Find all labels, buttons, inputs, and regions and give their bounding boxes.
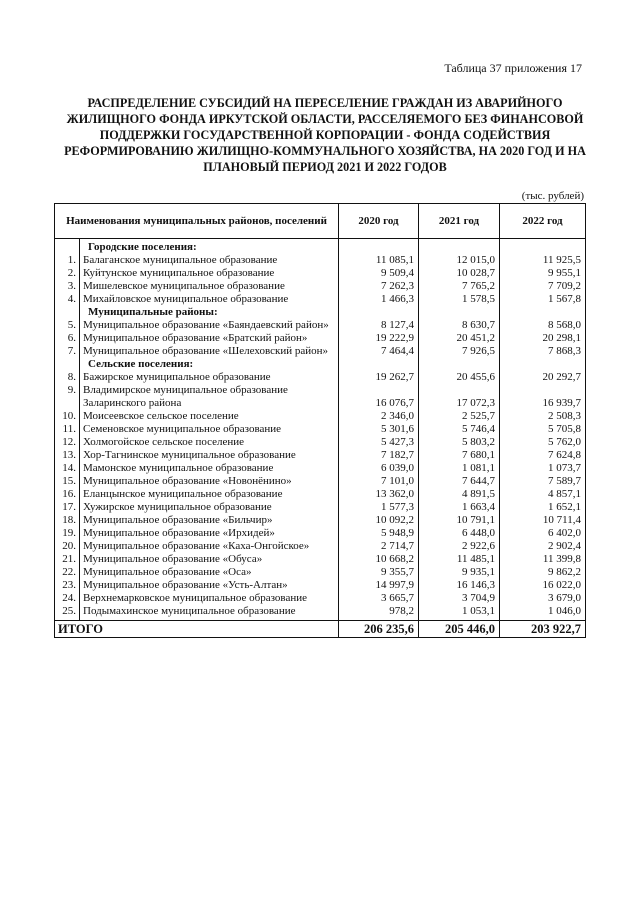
row-number: 24. [55,592,80,605]
value-2020: 2 714,7 [339,540,419,553]
value-2021: 3 704,9 [419,592,500,605]
value-2021: 1 663,4 [419,501,500,514]
table-row [55,462,586,475]
column-header-2022: 2022 год [500,204,586,239]
value-2020: 6 039,0 [339,462,419,475]
value-2020: 9 355,7 [339,566,419,579]
value-2022: 11 399,8 [500,553,586,566]
table-row [55,410,586,423]
document-title: РАСПРЕДЕЛЕНИЕ СУБСИДИЙ НА ПЕРЕСЕЛЕНИЕ ГРАЖДАН ИЗ АВАРИЙНОГО ЖИЛИЩНОГО ФОНДА ИРКУТСКОЙ ОБЛАСТИ, РАССЕЛЯЕМОГО БЕЗ ФИНАНСОВОЙ ПОДДЕРЖКИ ГОСУДАРСТВЕННОЙ КОРПОРАЦИИ - ФОНДА СОДЕЙСТВИЯ РЕФОРМИРОВАНИЮ ЖИЛИЩНО-КОММУНАЛЬНОГО ХОЗЯЙСТВА, НА 2020 ГОД И НА ПЛАНОВЫЙ ПЕРИОД 2021 И 2022 ГОДОВ [64,96,586,174]
value-2021: 7 644,7 [419,475,500,488]
value-2020: 2 346,0 [339,410,419,423]
row-number: 15. [55,475,80,488]
row-number: 5. [55,319,80,332]
value-2022: 7 589,7 [500,475,586,488]
municipality-name: Муниципальное образование «Бильчир» [80,514,339,527]
municipality-name: Холмогойское сельское поселение [80,436,339,449]
value-2021: 9 935,1 [419,566,500,579]
row-number: 9. [55,384,80,410]
value-2020: 5 301,6 [339,423,419,436]
row-number: 3. [55,280,80,293]
value-2020: 13 362,0 [339,488,419,501]
municipality-name: Владимирское муниципальное образование Заларинского района [80,384,339,410]
value-2022: 7 624,8 [500,449,586,462]
row-number: 17. [55,501,80,514]
municipality-name: Мамонское муниципальное образование [80,462,339,475]
table-row [55,436,586,449]
row-number: 10. [55,410,80,423]
municipality-name: Верхнемарковское муниципальное образование [80,592,339,605]
total-2022: 203 922,7 [500,621,586,638]
value-2021 [419,358,500,371]
value-2021: 5 746,4 [419,423,500,436]
value-2020: 7 262,3 [339,280,419,293]
value-2021: 7 680,1 [419,449,500,462]
table-body [55,239,586,638]
value-2021: 11 485,1 [419,553,500,566]
row-number: 8. [55,371,80,384]
row-number: 18. [55,514,80,527]
value-2020: 5 427,3 [339,436,419,449]
value-2020: 1 466,3 [339,293,419,306]
row-number: 13. [55,449,80,462]
value-2020: 14 997,9 [339,579,419,592]
group-heading-row [55,239,586,255]
row-number [55,358,80,371]
value-2022: 2 508,3 [500,410,586,423]
value-2020 [339,306,419,319]
total-2021: 205 446,0 [419,621,500,638]
row-number: 19. [55,527,80,540]
value-2021: 1 053,1 [419,605,500,621]
column-header-name: Наименования муниципальных районов, поселений [55,204,339,239]
municipality-name: Бажирское муниципальное образование [80,371,339,384]
value-2022: 9 862,2 [500,566,586,579]
value-2020: 19 222,9 [339,332,419,345]
table-row [55,501,586,514]
row-number: 16. [55,488,80,501]
table-row [55,540,586,553]
municipality-name: Муниципальное образование «Шелеховский район» [80,345,339,358]
value-2022: 5 705,8 [500,423,586,436]
municipality-name: Еланцынское муниципальное образование [80,488,339,501]
municipality-name: Моисеевское сельское поселение [80,410,339,423]
value-2022: 1 652,1 [500,501,586,514]
value-2022: 10 711,4 [500,514,586,527]
value-2022 [500,358,586,371]
value-2020: 10 092,2 [339,514,419,527]
municipality-name: Муниципальное образование «Обуса» [80,553,339,566]
value-2021: 17 072,3 [419,384,500,410]
group-heading: Муниципальные районы: [80,306,339,319]
value-2022: 16 022,0 [500,579,586,592]
value-2022 [500,239,586,255]
value-2020: 5 948,9 [339,527,419,540]
table-row [55,475,586,488]
table-row [55,592,586,605]
value-2022: 20 292,7 [500,371,586,384]
row-number: 25. [55,605,80,621]
value-2022: 11 925,5 [500,254,586,267]
value-2022: 5 762,0 [500,436,586,449]
row-number: 23. [55,579,80,592]
value-2021: 1 081,1 [419,462,500,475]
row-number: 21. [55,553,80,566]
municipality-name: Хужирское муниципальное образование [80,501,339,514]
value-2020: 3 665,7 [339,592,419,605]
row-number: 1. [55,254,80,267]
value-2021: 7 765,2 [419,280,500,293]
value-2021: 8 630,7 [419,319,500,332]
table-row [55,319,586,332]
table-row [55,267,586,280]
table-row [55,605,586,621]
value-2020: 19 262,7 [339,371,419,384]
value-2022: 16 939,7 [500,384,586,410]
value-2021: 20 455,6 [419,371,500,384]
municipality-name: Муниципальное образование «Баяндаевский район» [80,319,339,332]
value-2022: 1 046,0 [500,605,586,621]
value-2020: 7 101,0 [339,475,419,488]
group-heading-row [55,306,586,319]
table-row [55,254,586,267]
table-row [55,280,586,293]
table-row [55,371,586,384]
value-2020 [339,239,419,255]
municipality-name: Мишелевское муниципальное образование [80,280,339,293]
table-row [55,527,586,540]
value-2020: 8 127,4 [339,319,419,332]
table-row [55,579,586,592]
column-header-2021: 2021 год [419,204,500,239]
table-row [55,514,586,527]
value-2022: 20 298,1 [500,332,586,345]
units-label: (тыс. рублей) [521,190,584,202]
value-2020: 11 085,1 [339,254,419,267]
value-2020: 978,2 [339,605,419,621]
municipality-name: Муниципальное образование «Новонёнино» [80,475,339,488]
row-number: 11. [55,423,80,436]
table-row [55,449,586,462]
value-2022: 6 402,0 [500,527,586,540]
value-2022: 3 679,0 [500,592,586,605]
value-2020: 10 668,2 [339,553,419,566]
value-2022: 9 955,1 [500,267,586,280]
value-2021: 12 015,0 [419,254,500,267]
table-row [55,553,586,566]
value-2021: 1 578,5 [419,293,500,306]
value-2020: 9 509,4 [339,267,419,280]
municipality-name: Муниципальное образование «Братский район» [80,332,339,345]
value-2022: 4 857,1 [500,488,586,501]
value-2021: 6 448,0 [419,527,500,540]
value-2021: 2 525,7 [419,410,500,423]
column-header-2020: 2020 год [339,204,419,239]
municipality-name: Семеновское муниципальное образование [80,423,339,436]
group-heading: Сельские поселения: [80,358,339,371]
value-2020: 7 464,4 [339,345,419,358]
municipality-name: Балаганское муниципальное образование [80,254,339,267]
total-2020: 206 235,6 [339,621,419,638]
value-2021: 2 922,6 [419,540,500,553]
row-number: 22. [55,566,80,579]
table-reference: Таблица 37 приложения 17 [444,61,582,75]
table-row [55,488,586,501]
value-2020: 1 577,3 [339,501,419,514]
municipality-name: Муниципальное образование «Ирхидей» [80,527,339,540]
value-2021 [419,306,500,319]
value-2021: 16 146,3 [419,579,500,592]
table-header-row [55,204,586,239]
value-2021 [419,239,500,255]
table-row [55,566,586,579]
table-row [55,293,586,306]
value-2022: 2 902,4 [500,540,586,553]
value-2022: 7 868,3 [500,345,586,358]
value-2022: 7 709,2 [500,280,586,293]
total-label: ИТОГО [55,621,339,638]
group-heading-row [55,358,586,371]
subsidy-table [54,203,586,638]
group-heading: Городские поселения: [80,239,339,255]
value-2021: 10 791,1 [419,514,500,527]
value-2022: 1 567,8 [500,293,586,306]
value-2021: 5 803,2 [419,436,500,449]
value-2021: 10 028,7 [419,267,500,280]
value-2021: 4 891,5 [419,488,500,501]
table-row [55,384,586,410]
value-2020 [339,358,419,371]
table-row [55,332,586,345]
row-number [55,239,80,255]
municipality-name: Куйтунское муниципальное образование [80,267,339,280]
row-number: 6. [55,332,80,345]
municipality-name: Хор-Тагнинское муниципальное образование [80,449,339,462]
total-row [55,621,586,638]
row-number: 20. [55,540,80,553]
row-number: 12. [55,436,80,449]
table-row [55,345,586,358]
row-number: 7. [55,345,80,358]
row-number: 4. [55,293,80,306]
value-2021: 20 451,2 [419,332,500,345]
municipality-name: Муниципальное образование «Усть-Алтан» [80,579,339,592]
value-2021: 7 926,5 [419,345,500,358]
row-number [55,306,80,319]
value-2022: 8 568,0 [500,319,586,332]
row-number: 14. [55,462,80,475]
municipality-name: Подымахинское муниципальное образование [80,605,339,621]
value-2022 [500,306,586,319]
municipality-name: Михайловское муниципальное образование [80,293,339,306]
municipality-name: Муниципальное образование «Каха-Онгойское» [80,540,339,553]
table-row [55,423,586,436]
value-2020: 7 182,7 [339,449,419,462]
row-number: 2. [55,267,80,280]
value-2022: 1 073,7 [500,462,586,475]
value-2020: 16 076,7 [339,384,419,410]
municipality-name: Муниципальное образование «Оса» [80,566,339,579]
